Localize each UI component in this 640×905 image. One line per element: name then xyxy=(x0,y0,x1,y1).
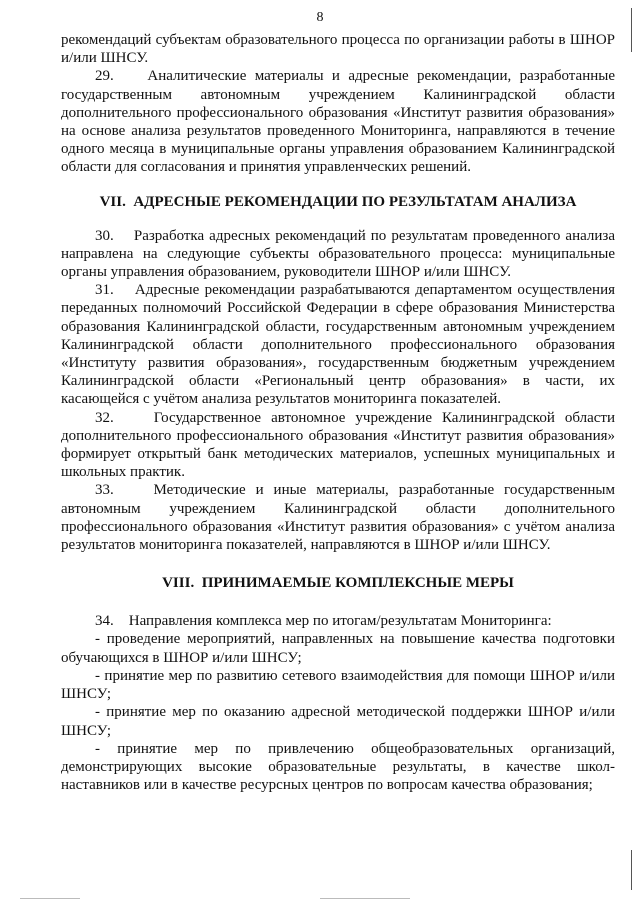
section-heading-vii: VII. АДРЕСНЫЕ РЕКОМЕНДАЦИИ ПО РЕЗУЛЬТАТАМ АНАЛИЗА xyxy=(99,193,577,210)
page-number: 8 xyxy=(316,10,324,25)
paragraph-32: 32. Государственное автономное учреждение Калининградской области дополнительного профессионального образования «Институт развития образования» формирует открытый банк методических материалов, успешных муниципальных и школьных практик. xyxy=(61,409,615,481)
section-heading-viii: VIII. ПРИНИМАЕМЫЕ КОМПЛЕКСНЫЕ МЕРЫ xyxy=(162,575,514,592)
paragraph-30: 30. Разработка адресных рекомендаций по результатам проведенного анализа направлена на следующие субъекты образовательного процесса: муниципальные органы управления образованием, руководители ШНОР и/или ШНСУ. xyxy=(61,227,615,281)
paragraph-continuation: рекомендаций субъектам образовательного процесса по организации работы в ШНОР и/или ШНСУ. xyxy=(61,32,615,67)
paragraph-33: 33. Методические и иные материалы, разработанные государственным автономным учреждением Калининградской области дополнительного профессионального образования «Институт развития образования» с учётом анализа результатов мониторинга показателей, направляются в ШНОР и/или ШНСУ. xyxy=(61,482,615,554)
list-item: - принятие мер по оказанию адресной методической поддержки ШНОР и/или ШНСУ; xyxy=(61,704,615,739)
list-item: - проведение мероприятий, направленных на повышение качества подготовки обучающихся в ШНОР и/или ШНСУ; xyxy=(61,631,615,666)
list-item: - принятие мер по развитию сетевого взаимодействия для помощи ШНОР и/или ШНСУ; xyxy=(61,667,615,703)
paragraph-34: 34. Направления комплекса мер по итогам/результатам Мониторинга: xyxy=(95,613,552,630)
scan-edge-mark-bottom xyxy=(631,850,632,890)
paragraph-31: 31. Адресные рекомендации разрабатываются департаментом осуществления переданных полномочий Российской Федерации в сфере образования Министерства образования Калининградской области, государственным автономным учреждением Калининградской области дополнительного профессионального образования «Институту развития образования», государственным бюджетным учреждением Калининградской области «Региональный центр образования» в части, их касающейся с учётом анализа результатов мониторинга показателей. xyxy=(61,282,615,408)
document-body xyxy=(61,31,615,794)
paragraph-29: 29. Аналитические материалы и адресные рекомендации, разработанные государственным автономным учреждением Калининградской области дополнительного профессионального образования «Институт развития образования» на основе анализа результатов проведенного Мониторинга, направляются в течение одного месяца в муниципальные органы управления образованием Калининградской области для согласования и принятия управленческих решений. xyxy=(61,68,615,176)
list-item: - принятие мер по привлечению общеобразовательных организаций, демонстрирующих высокие образовательные результаты, в качестве школ-наставников или в качестве ресурсных центров по вопросам качества образования; xyxy=(61,740,615,794)
scan-footer-line xyxy=(20,898,80,899)
scan-footer-line xyxy=(320,898,410,899)
scan-edge-mark-top xyxy=(631,8,632,52)
